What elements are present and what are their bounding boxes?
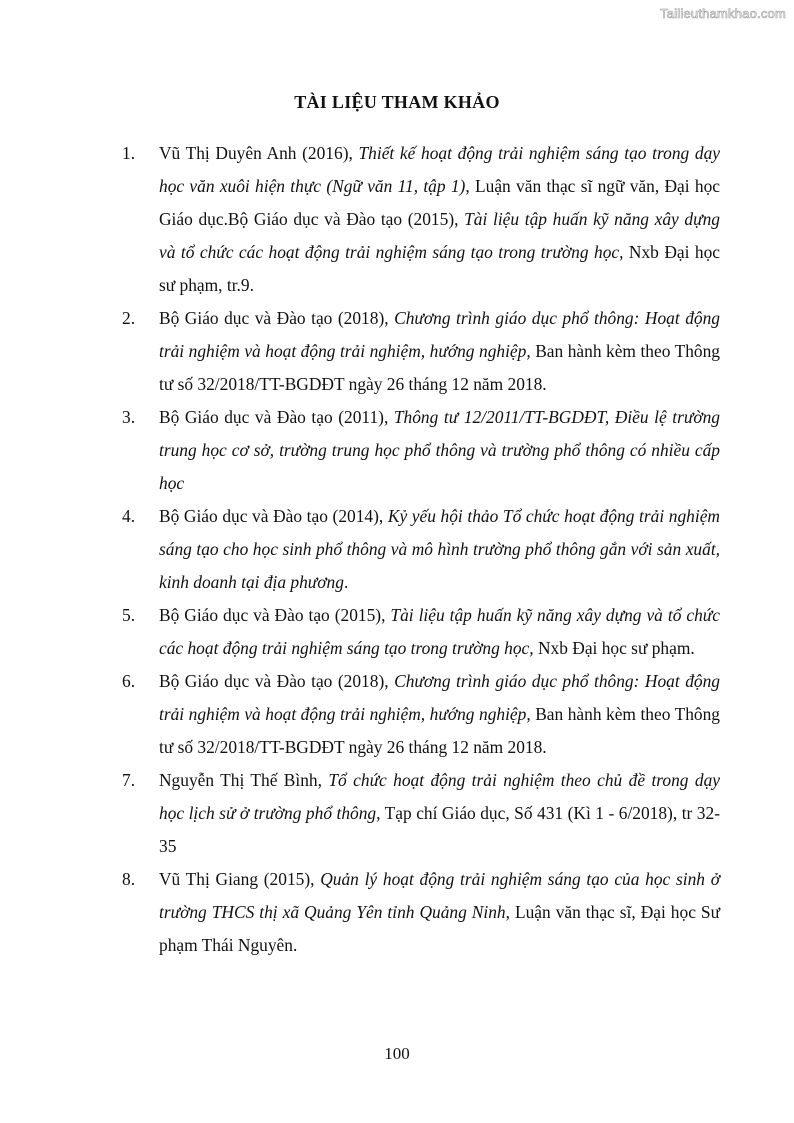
- reference-number: 6.: [122, 671, 136, 691]
- reference-text: , Luận văn thạc sĩ, Đại học Sư phạm Thái Nguyên.: [159, 902, 720, 955]
- reference-number: 7.: [122, 770, 136, 790]
- reference-item: [116, 137, 720, 302]
- reference-item: [116, 302, 720, 401]
- reference-text: Ban hành kèm theo Thông tư số 32/2018/TT-BGDĐT ngày 26 tháng 12 năm 2018.: [159, 704, 721, 757]
- reference-title: Tài liệu tập huấn kỹ năng xây dựng và tổ chức các hoạt động trải nghiệm sáng tạo trong trường học,: [159, 209, 720, 262]
- reference-text: Vũ Thị Giang (2015),: [159, 869, 321, 889]
- reference-number: 3.: [122, 407, 136, 427]
- reference-text: Ban hành kèm theo Thông tư số 32/2018/TT-BGDĐT ngày 26 tháng 12 năm 2018.: [159, 341, 721, 394]
- reference-text: Nxb Đại học sư phạm, tr.9.: [159, 242, 720, 295]
- reference-text: Vũ Thị Duyên Anh (2016),: [159, 143, 359, 163]
- reference-item: [116, 401, 720, 500]
- reference-text: Nxb Đại học sư phạm.: [533, 638, 695, 658]
- reference-title: Tài liệu tập huấn kỹ năng xây dựng và tổ chức các hoạt động trải nghiệm sáng tạo trong trường học,: [159, 605, 720, 658]
- reference-text: Luận văn thạc sĩ ngữ văn, Đại học Giáo dục.Bộ Giáo dục và Đào tạo (2015),: [159, 176, 720, 229]
- reference-item: [116, 764, 720, 863]
- reference-text: Bộ Giáo dục và Đào tạo (2015),: [159, 605, 391, 625]
- reference-text: Nguyễn Thị Thế Bình,: [159, 770, 329, 790]
- reference-number: 2.: [122, 308, 136, 328]
- reference-number: 8.: [122, 869, 136, 889]
- site-watermark: Tailieuthamkhao.com: [660, 6, 786, 21]
- reference-text: Bộ Giáo dục và Đào tạo (2018),: [159, 671, 395, 691]
- reference-list: [116, 137, 720, 962]
- reference-number: 4.: [122, 506, 136, 526]
- reference-title: Tổ chức hoạt động trải nghiệm theo chủ đề trong dạy học lịch sử ở trường phổ thông,: [159, 770, 720, 823]
- reference-title: Quản lý hoạt động trải nghiệm sáng tạo của học sinh ở trường THCS thị xã Quảng Yên tỉnh Quảng Ninh: [159, 869, 720, 922]
- reference-text: Tạp chí Giáo dục, Số 431 (Kì 1 - 6/2018), tr 32-35: [159, 803, 720, 856]
- reference-text: Bộ Giáo dục và Đào tạo (2018),: [159, 308, 395, 328]
- reference-title: Thiết kế hoạt động trải nghiệm sáng tạo trong dạy học văn xuôi hiện thực (Ngữ văn 11, tập 1),: [159, 143, 720, 196]
- reference-text: .: [343, 572, 349, 592]
- reference-number: 5.: [122, 605, 136, 625]
- page-number: 100: [384, 1044, 410, 1063]
- reference-title: Kỷ yếu hội thảo Tổ chức hoạt động trải nghiệm sáng tạo cho học sinh phổ thông và mô hình trường phổ thông gắn với sản xuất, kinh doanh tại địa phương: [159, 506, 720, 592]
- reference-item: [116, 599, 720, 665]
- reference-text: Bộ Giáo dục và Đào tạo (2014),: [159, 506, 388, 526]
- reference-title: Thông tư 12/2011/TT-BGDĐT, Điều lệ trường trung học cơ sở, trường trung học phổ thông và trường phổ thông có nhiều cấp học: [159, 407, 720, 493]
- reference-item: [116, 665, 720, 764]
- reference-text: Bộ Giáo dục và Đào tạo (2011),: [159, 407, 394, 427]
- reference-title: Chương trình giáo dục phổ thông: Hoạt động trải nghiệm và hoạt động trải nghiệm, hướng nghiệp,: [159, 671, 720, 724]
- page-title: TÀI LIỆU THAM KHẢO: [294, 92, 500, 112]
- reference-title: Chương trình giáo dục phổ thông: Hoạt động trải nghiệm và hoạt động trải nghiệm, hướng nghiệp,: [159, 308, 720, 361]
- reference-item: [116, 500, 720, 599]
- reference-item: [116, 863, 720, 962]
- reference-number: 1.: [122, 143, 136, 163]
